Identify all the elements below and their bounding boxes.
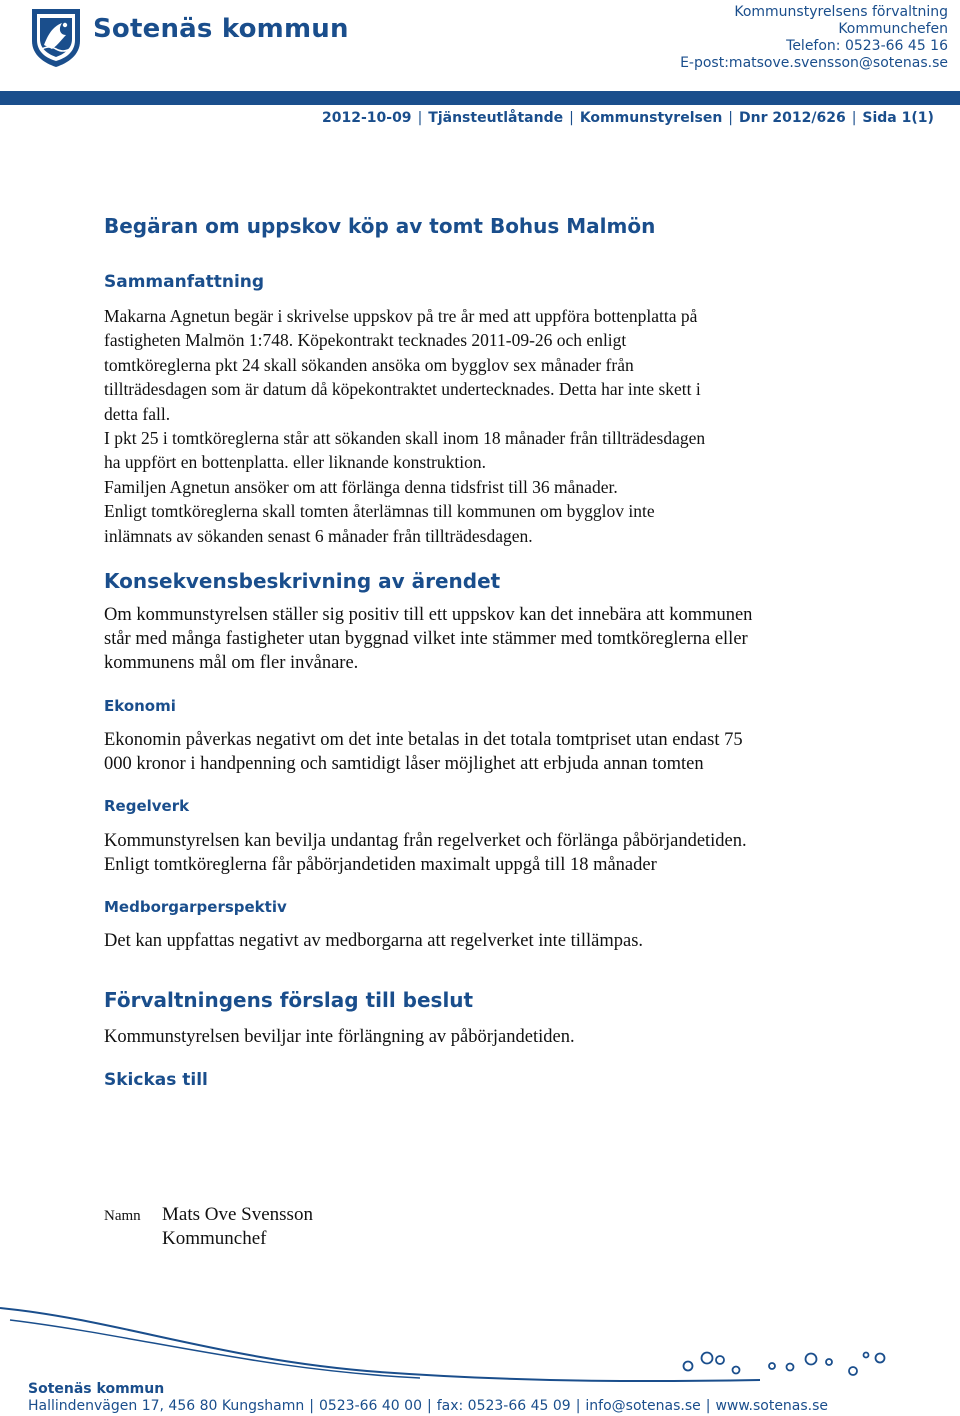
text-line: I pkt 25 i tomtköreglerna står att sökanden skall inom 18 månader från tillträdesdagen	[104, 428, 706, 449]
footer-fax: fax: 0523-66 45 09	[436, 1398, 571, 1414]
meta-dnr: Dnr 2012/626	[739, 110, 846, 126]
separator: |	[851, 110, 857, 126]
separator: |	[728, 110, 734, 126]
document-meta	[322, 110, 934, 126]
footer-website[interactable]: www.sotenas.se	[715, 1398, 829, 1414]
text-line: Om kommunstyrelsen ställer sig positiv till ett uppskov kan det innebära att kommunen	[104, 605, 753, 625]
contact-role: Kommunchefen	[838, 21, 948, 37]
signature-title: Kommunchef	[162, 1228, 267, 1249]
summary-heading: Sammanfattning	[104, 272, 265, 292]
footer-contact-line	[28, 1398, 828, 1414]
text-line: tillträdesdagen som är datum då köpekontraktet undertecknades. Detta har inte skett i	[104, 379, 701, 400]
text-line: Kommunstyrelsen beviljar inte förlängning av påbörjandetiden.	[104, 1027, 575, 1047]
consequence-heading: Konsekvensbeskrivning av ärendet	[104, 569, 501, 593]
economy-heading: Ekonomi	[104, 697, 176, 715]
text-line: Ekonomin påverkas negativt om det inte betalas in det totala tomtpriset utan endast 75	[104, 730, 743, 750]
text-line: står med många fastigheter utan byggnad vilket inte stämmer med tomtköreglerna eller	[104, 629, 748, 649]
separator: |	[569, 110, 574, 126]
separator: |	[705, 1398, 711, 1414]
org-name: Sotenäs kommun	[93, 14, 349, 44]
separator: |	[426, 1398, 432, 1414]
text-line: Enligt tomtköreglerna skall tomten återlämnas till kommunen om bygglov inte	[104, 501, 655, 522]
signature-name: Mats Ove Svensson	[162, 1204, 313, 1225]
signature-block	[162, 1203, 313, 1251]
summary-text	[104, 304, 864, 548]
send-to-heading: Skickas till	[104, 1070, 208, 1090]
footer-org-name: Sotenäs kommun	[28, 1381, 165, 1397]
proposal-text	[104, 1025, 864, 1049]
footer-wave-icon	[0, 1300, 960, 1385]
text-line: Kommunstyrelsen kan bevilja undantag från regelverket och förlänga påbörjandetiden.	[104, 831, 747, 851]
meta-doc-type: Tjänsteutlåtande	[428, 110, 564, 126]
footer-address: Hallindenvägen 17, 456 80 Kungshamn	[28, 1398, 305, 1414]
rules-text	[104, 829, 864, 877]
economy-text	[104, 728, 864, 776]
text-line: Enligt tomtköreglerna får påbörjandetiden maximalt uppgå till 18 månader	[104, 855, 657, 875]
contact-email[interactable]: E-post:matsove.svensson@sotenas.se	[680, 55, 948, 71]
sotenas-logo-icon	[28, 5, 84, 69]
footer-phone: 0523-66 40 00	[318, 1398, 422, 1414]
text-line: fastigheten Malmön 1:748. Köpekontrakt tecknades 2011-09-26 och enligt	[104, 330, 627, 351]
text-line: tomtköreglerna pkt 24 skall sökanden ansöka om bygglov sex månader från	[104, 354, 634, 375]
contact-phone: Telefon: 0523-66 45 16	[786, 38, 948, 54]
proposal-heading: Förvaltningens förslag till beslut	[104, 988, 474, 1012]
citizen-heading: Medborgarperspektiv	[104, 898, 287, 916]
separator: |	[417, 110, 423, 126]
separator: |	[309, 1398, 314, 1414]
meta-date: 2012-10-09	[322, 110, 412, 126]
text-line: Makarna Agnetun begär i skrivelse uppskov på tre år med att uppföra bottenplatta på	[104, 306, 698, 326]
meta-page: Sida 1(1)	[862, 110, 934, 126]
text-line: detta fall.	[104, 403, 171, 424]
header-bar	[0, 91, 960, 105]
text-line: ha uppfört en bottenplatta. eller liknande konstruktion.	[104, 452, 486, 473]
document-title: Begäran om uppskov köp av tomt Bohus Malmön	[104, 214, 656, 238]
consequence-text	[104, 603, 864, 675]
text-line: inlämnats av sökanden senast 6 månader från tillträdesdagen.	[104, 525, 533, 546]
footer-email[interactable]: info@sotenas.se	[585, 1398, 701, 1414]
signature-label: Namn	[104, 1208, 141, 1224]
separator: |	[575, 1398, 581, 1414]
text-line: Familjen Agnetun ansöker om att förlänga denna tidsfrist till 36 månader.	[104, 476, 618, 497]
meta-body: Kommunstyrelsen	[579, 110, 723, 126]
contact-block	[680, 4, 948, 72]
rules-heading: Regelverk	[104, 797, 190, 815]
contact-department: Kommunstyrelsens förvaltning	[734, 4, 948, 20]
text-line: Det kan uppfattas negativt av medborgarna att regelverket inte tillämpas.	[104, 931, 644, 951]
text-line: 000 kronor i handpenning och samtidigt låser möjlighet att erbjuda annan tomten	[104, 754, 704, 774]
citizen-text	[104, 929, 864, 953]
text-line: kommunens mål om fler invånare.	[104, 653, 359, 673]
